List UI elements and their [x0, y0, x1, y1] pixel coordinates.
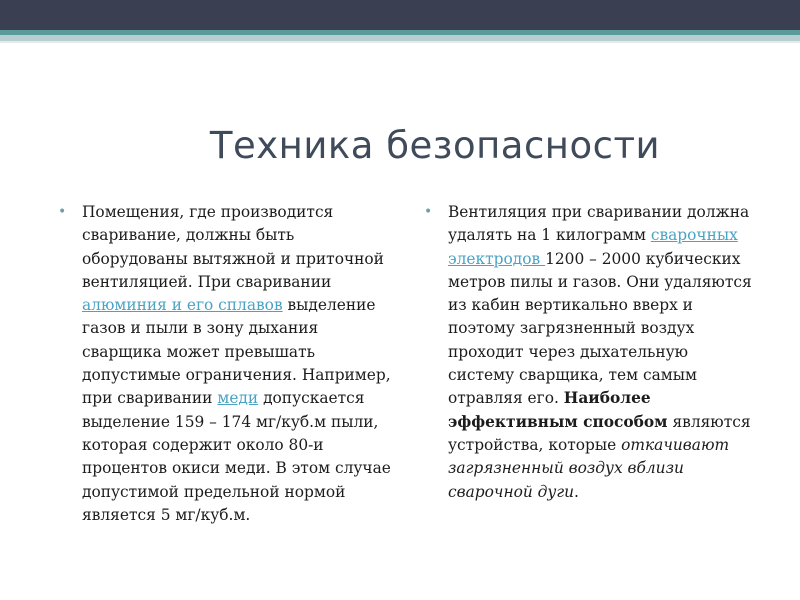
- right-bold-text: Наиболее эффективным способом: [448, 389, 668, 431]
- right-text-3: являются устройства, которые: [448, 412, 751, 454]
- right-paragraph: [448, 201, 756, 504]
- bullet-icon: •: [424, 204, 433, 220]
- left-text-2: выделение газов и пыли в зону дыхания сварщика может превышать допустимые ограничения. Например, при сваривании: [82, 296, 391, 408]
- link-copper[interactable]: меди: [217, 389, 259, 408]
- right-italic-text: откачивают загрязненный воздух вблизи сварочной дуги: [448, 435, 730, 501]
- left-paragraph: [82, 201, 393, 527]
- slide-title: Техника безопасности: [209, 124, 661, 167]
- top-decorative-band: [0, 0, 800, 30]
- accent-decorative-stripe: [0, 41, 800, 43]
- bullet-icon: •: [58, 204, 67, 220]
- right-bullet-column: [424, 201, 756, 504]
- link-aluminum-alloys[interactable]: алюминия и его сплавов: [82, 296, 283, 315]
- left-text-1: Помещения, где производится сваривание, должны быть оборудованы вытяжной и приточной вентиляцией. При сваривании: [82, 203, 384, 291]
- left-text-3: допускается выделение 159 – 174 мг/куб.м пыли, которая содержит около 80-и процентов окиси меди. В этом случае допустимой предельной нормой является 5 мг/куб.м.: [82, 389, 391, 524]
- link-welding-electrodes[interactable]: сварочных электродов: [448, 226, 738, 268]
- right-text-2: 1200 – 2000 кубических метров пилы и газов. Они удаляются из кабин вертикально вверх и поэтому загрязненный воздух проходит через дыхательную систему сварщика, тем самым отравляя его.: [448, 249, 752, 408]
- right-text-4: .: [574, 482, 579, 501]
- left-bullet-column: [58, 201, 393, 527]
- right-text-1: Вентиляция при сваривании должна удалять на 1 килограмм: [448, 203, 750, 245]
